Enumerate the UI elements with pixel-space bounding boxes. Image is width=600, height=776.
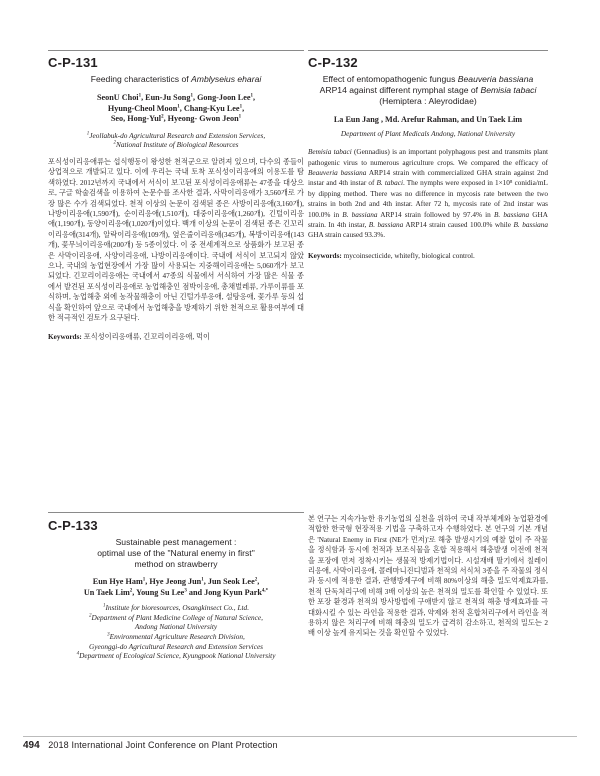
abstract-affiliations: Department of Plant Medicals Andong, National University bbox=[340, 128, 516, 138]
keywords-label: Keywords: bbox=[308, 251, 342, 260]
abstract-affiliations: $^1$Institute for bioresources, Osangkinsect Co., Ltd. $^2$Department of Plant Medicine College of Natural Science, Andong National University $^3$Environmental Agriculture Research Division, Gyeonggi-do Agricultural Research and Extension Services $^4$Department of Ecological Science, Kyungpook National University bbox=[76, 603, 276, 661]
abstract-title bbox=[48, 537, 304, 570]
title-line: Sustainable pest management : bbox=[115, 537, 237, 547]
abstract-cp131 bbox=[48, 55, 304, 342]
abstract-title: Feeding characteristics of Amblyseius eharai bbox=[90, 74, 262, 84]
abstract-affiliations: $^1$Jeollabuk-do Agricultural Research and Extension Services, $^2$National Institute of Biological Resources bbox=[86, 130, 266, 150]
conference-name: 2018 International Joint Conference on Plant Protection bbox=[48, 740, 278, 750]
abstract-code: C-P-131 bbox=[48, 55, 98, 70]
keywords-text: 포식성이리응애류, 긴꼬리이리응애, 먹이 bbox=[83, 333, 210, 342]
abstract-keywords bbox=[48, 332, 304, 342]
abstract-authors: SeonU Choi$^1$, Eun-Ju Song$^1$, Gong-Joon Lee$^1$, Hyung-Cheol Moon$^1$, Chang-Kyu Lee$^1$, Seo, Hong-Yul$^2$, Hyeong- Gwon Jeon$^1$ bbox=[96, 93, 256, 124]
section-rule bbox=[48, 50, 304, 51]
abstract-code: C-P-133 bbox=[48, 518, 98, 533]
abstract-cp132 bbox=[308, 55, 548, 261]
section-rule bbox=[308, 50, 548, 51]
abstract-authors: Eun Hye Ham$^1$, Hye Jeong Jun$^1$, Jun Seok Lee$^2$, Un Taek Lim$^2$, Young Su Lee$^3$ and Jong Kyun Park$^{4,*}$ bbox=[83, 577, 269, 597]
abstract-body: Bemisia tabaci (Gennadius) is an important polyphagous pest and transmits plant pathogenic virus to numerous agriculture crops. We compared the efficacy of Beauveria bassiana ARP14 strain with commercialized GHA strain against 2nd instar and 4th instar of B. tabaci. The nymphs were exposed in 1×10⁸ conidia/mL by dipping method. There was no difference in mycosis rate between the two strains in both 2nd and 4th instar. After 72 h, mycosis rate of 2nd instar was 100.0% in B. bassiana ARP14 strain followed by 97.4% in B. bassiana GHA strain. In 4th instar, B. bassiana ARP14 strain caused 100.0% while B. bassiana GHA strain caused 93.3%. bbox=[308, 148, 549, 240]
keywords-label: Keywords: bbox=[48, 333, 82, 342]
page-footer bbox=[23, 740, 278, 751]
abstract-code: C-P-132 bbox=[308, 55, 358, 70]
abstract-body: 본 연구는 지속가능한 유기농업의 실천을 위하여 국내 작부체계와 농업환경에 적합한 한국형 현장적용 기법을 구축하고자 수행하였다. 본 연구의 기본 개념은 'Natural Enemy in First (NE가 먼저)'로 해충 발생시기의 예찰 없이 주 작물을 정식함과 동시에 천적과 보조식물을 혼합 적용해서 해충발생 이전에 천적을 포장에 먼저 정착시키는 생물적 방제기법이다. 시설재배 딸기에서 칠레이리응애, 사막이리응애, 콜레마니진디벌과 천적의 서식처 3종을 주 작물의 정식과 동시에 적용한 결과, 관행방제구에 비해 80%이상의 해충 밀도억제효과를, 천적 단독처리구에 비해 3배 이상의 높은 천적의 밀도를 확인할 수 있었다. 또한 포장 환경과 천적의 방사방법에 구애받지 않고 천적의 해충 방제효과를 극대화시킬 수 있는 라인을 적용한 결과, 약제와 천적 혼합처리구에서 라인을 적용하지 않은 처리구에 비해 해충의 밀도가 급격히 감소하고, 천적의 밀도는 2배 이상 높게 유지되는 것을 확인할 수 있었다. bbox=[308, 515, 548, 638]
abstract-keywords bbox=[308, 251, 548, 261]
abstract-authors: La Eun Jang , Md. Arefur Rahman, and Un Taek Lim bbox=[333, 115, 523, 124]
footer-rule bbox=[23, 736, 577, 737]
abstract-title: Effect of entomopathogenic fungus Beauveria bassiana ARP14 against different nymphal stage of Bemisia tabaci (Hemiptera : Aleyrodidae) bbox=[319, 74, 537, 106]
keywords-text: mycoinsecticide, whitefly, biological control. bbox=[343, 251, 475, 260]
title-line: optimal use of the "Natural enemy in first" bbox=[97, 548, 255, 558]
abstract-cp133-header bbox=[48, 518, 304, 661]
title-line: method on strawberry bbox=[134, 559, 218, 569]
section-rule bbox=[48, 512, 304, 513]
page-number: 494 bbox=[23, 740, 40, 751]
abstract-cp133-body bbox=[308, 514, 548, 639]
abstract-body: 포식성이리응애류는 섭식행동이 왕성한 천적군으로 알려져 있으며, 다수의 종들이 상업적으로 개발되고 있다. 이에 우리는 국내 토착 포식성이리응애의 이용도를 탐색하였다. 2012년까지 국내에서 서식이 보고된 포식성이리응애류는 47종을 대상으로, 구글 학술검색을 이용하여 논문수를 조사한 결과, 사막이리응애가 3,560개로 가장 많은 수가 검색되었다. 천적 이상의 논문이 검색된 종은 사방이리응애(3,160개), 나방이리응애(1,590개), 순이리응애(1,510개), 대중이리응애(1,260개), 긴털이리응애(1,190개), 동양이리응애(1,020개)이었다. 백개 이상의 논문이 검색된 종은 긴꼬리이리응애(314개), 알락이리응애(109개), 옆은줄이리응애(345개), 복방이리응애(143개), 꽃무늬이리응애(200개) 등 5종이었다. 이 중 전세계적으로 상품화가 보고된 종은 사막이리응애, 사양이리응애, 나방이리응애이다. 국내에 서식이 보고되지 않았으나, 국내의 농업현장에서 가장 많이 사용되는 지중해이리응애는 5,060개가 보고되었다. 긴꼬리이리응애는 국내에서 47종의 식물에서 서식하여 가장 많은 식물 종에서 발견된 포식성이리응애로 농업해충인 점박이응애, 총채벌레류, 가루이류를 포식하며, 농업해충 외에 농작물해충이 아닌 긴털가루응애, 설탕응애, 꽃가루 등의 섭식을 확인하여 앞으로 국내에서 농업해충을 방제하기 위한 천적으로 활용여부에 대한 적극적인 검토가 요구된다. bbox=[48, 157, 304, 323]
